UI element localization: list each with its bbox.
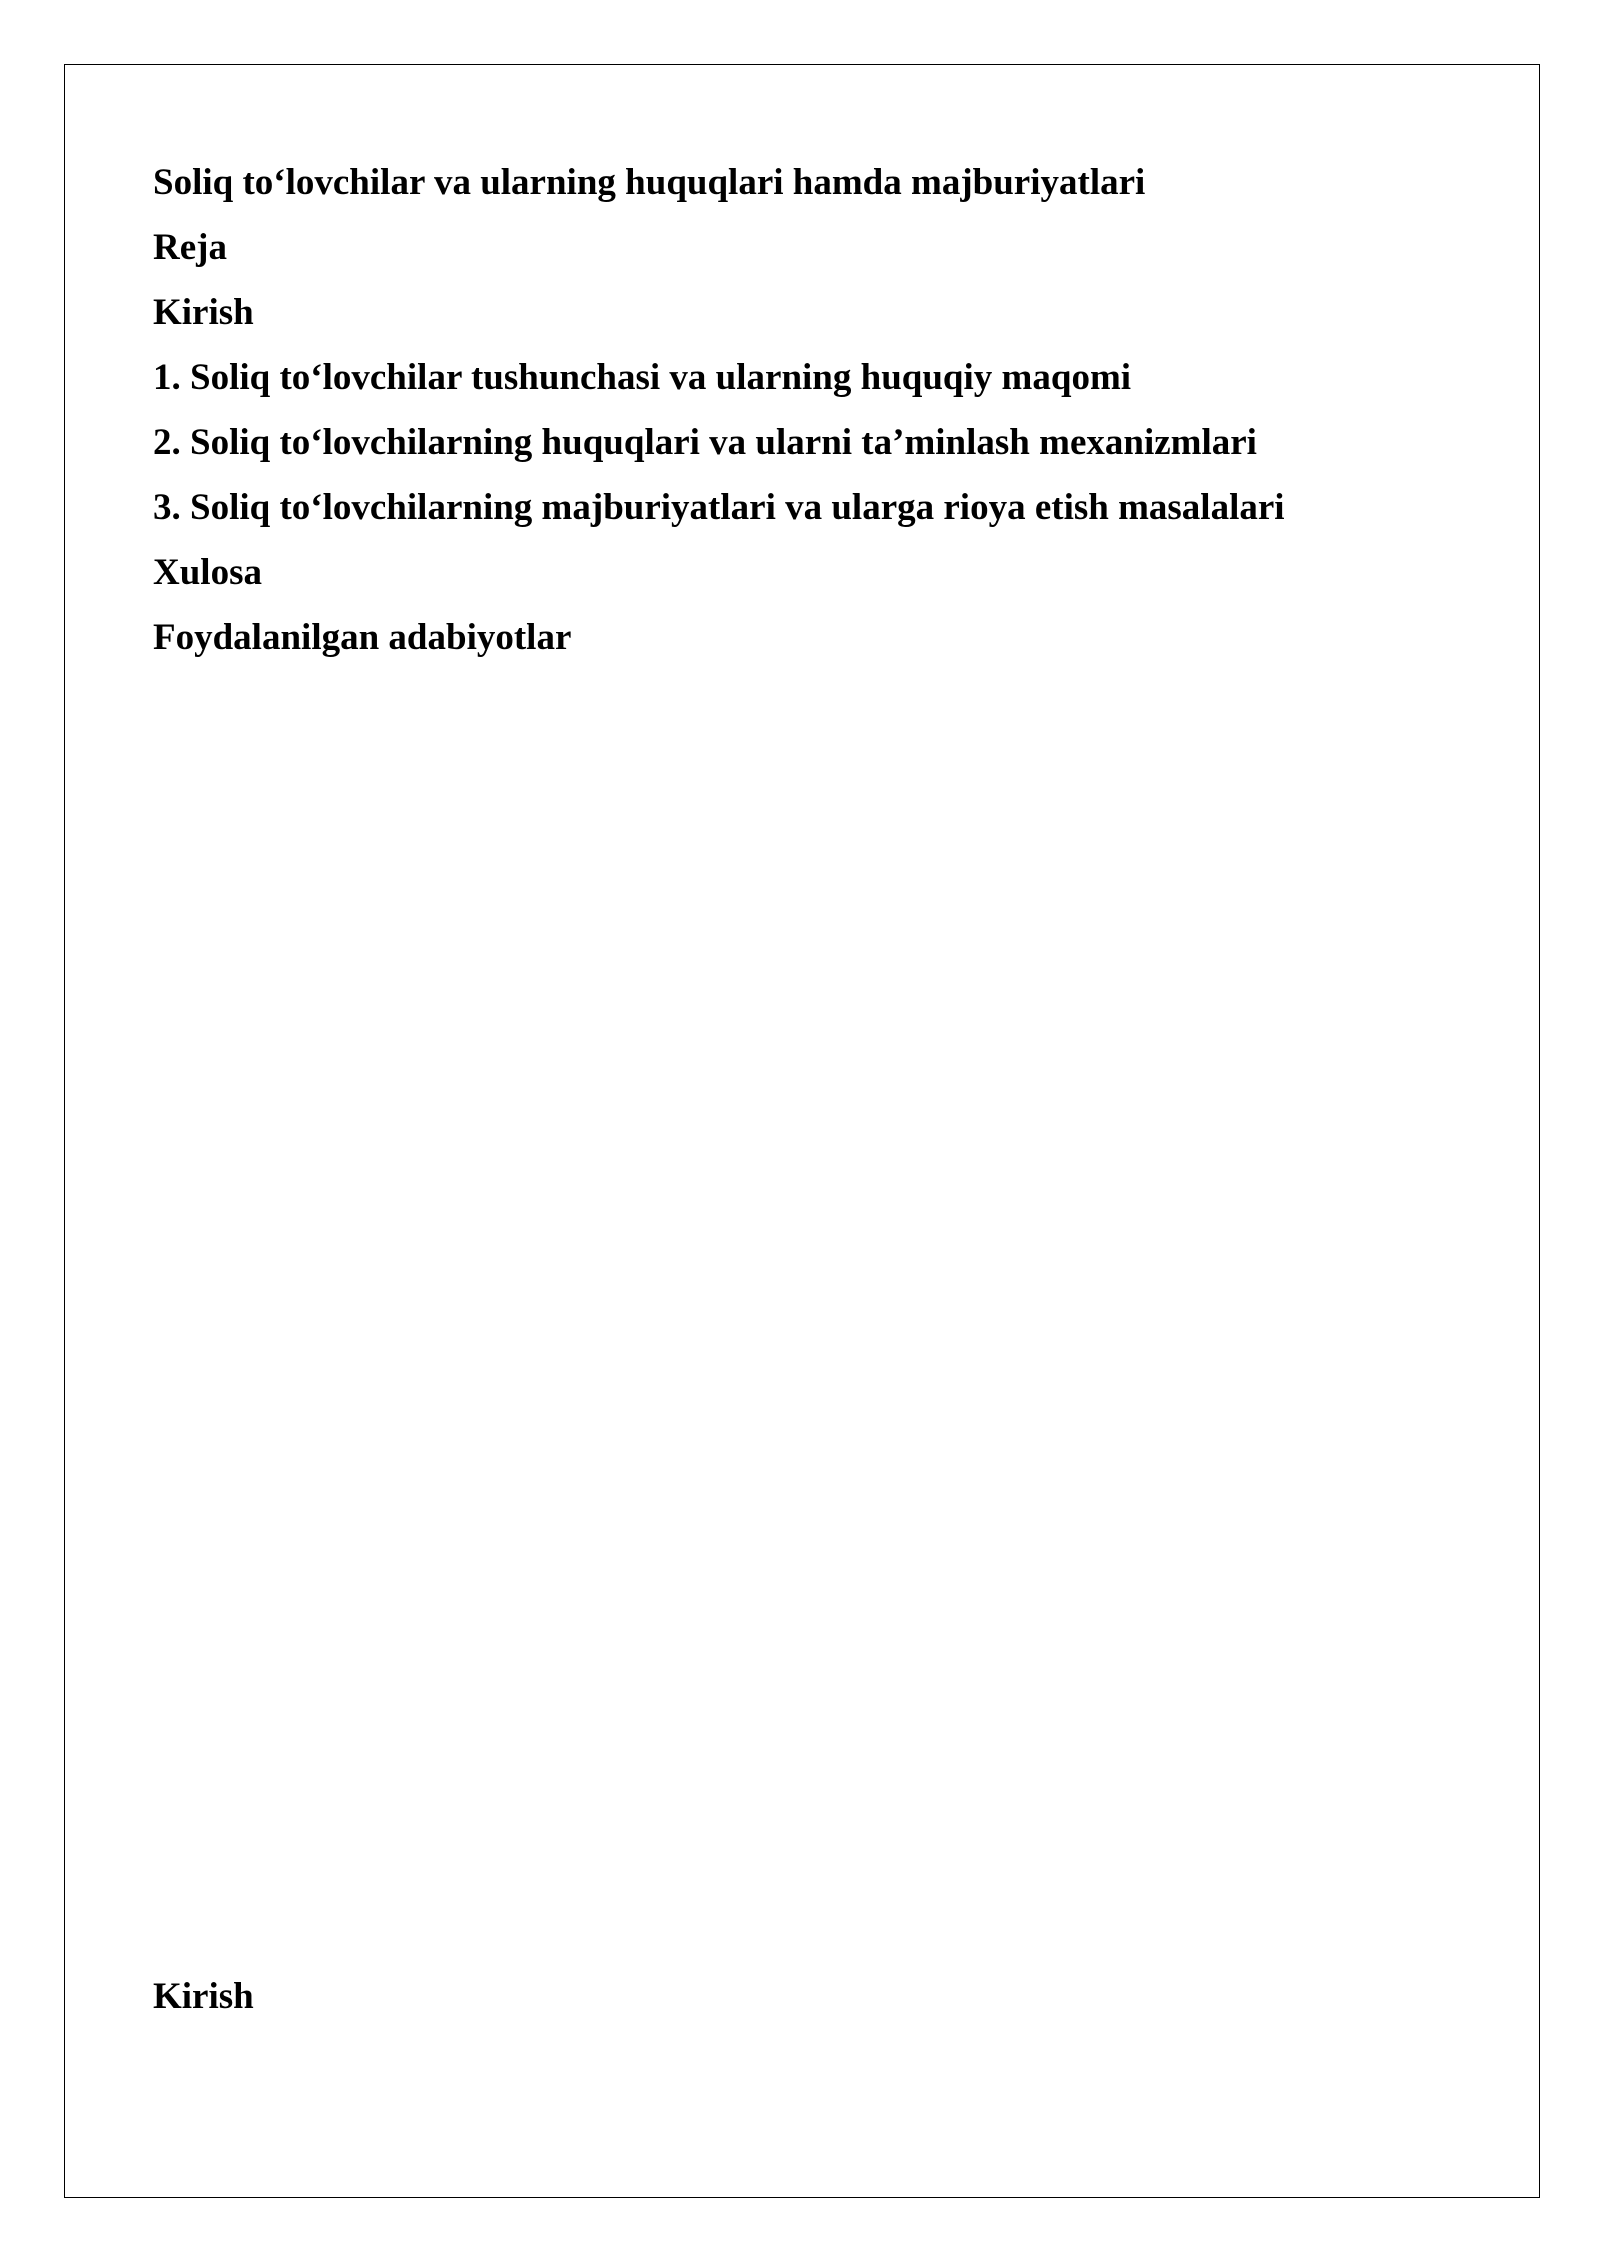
outline-item-2: 2. Soliq to‘lovchilarning huquqlari va ularni ta’minlash mexanizmlari bbox=[153, 422, 1257, 463]
outline-item-intro: Kirish bbox=[153, 292, 254, 333]
outline-item-conclusion: Xulosa bbox=[153, 552, 262, 593]
outline-item-1: 1. Soliq to‘lovchilar tushunchasi va ularning huquqiy maqomi bbox=[153, 357, 1132, 398]
plan-heading: Reja bbox=[153, 227, 227, 268]
outline-item-references: Foydalanilgan adabiyotlar bbox=[153, 617, 572, 658]
document-body bbox=[153, 150, 1473, 670]
section-heading-intro: Kirish bbox=[153, 1976, 254, 2017]
outline-item-3: 3. Soliq to‘lovchilarning majburiyatlari va ularga rioya etish masalalari bbox=[153, 487, 1285, 528]
document-title: Soliq to‘lovchilar va ularning huquqlari hamda majburiyatlari bbox=[153, 162, 1146, 203]
